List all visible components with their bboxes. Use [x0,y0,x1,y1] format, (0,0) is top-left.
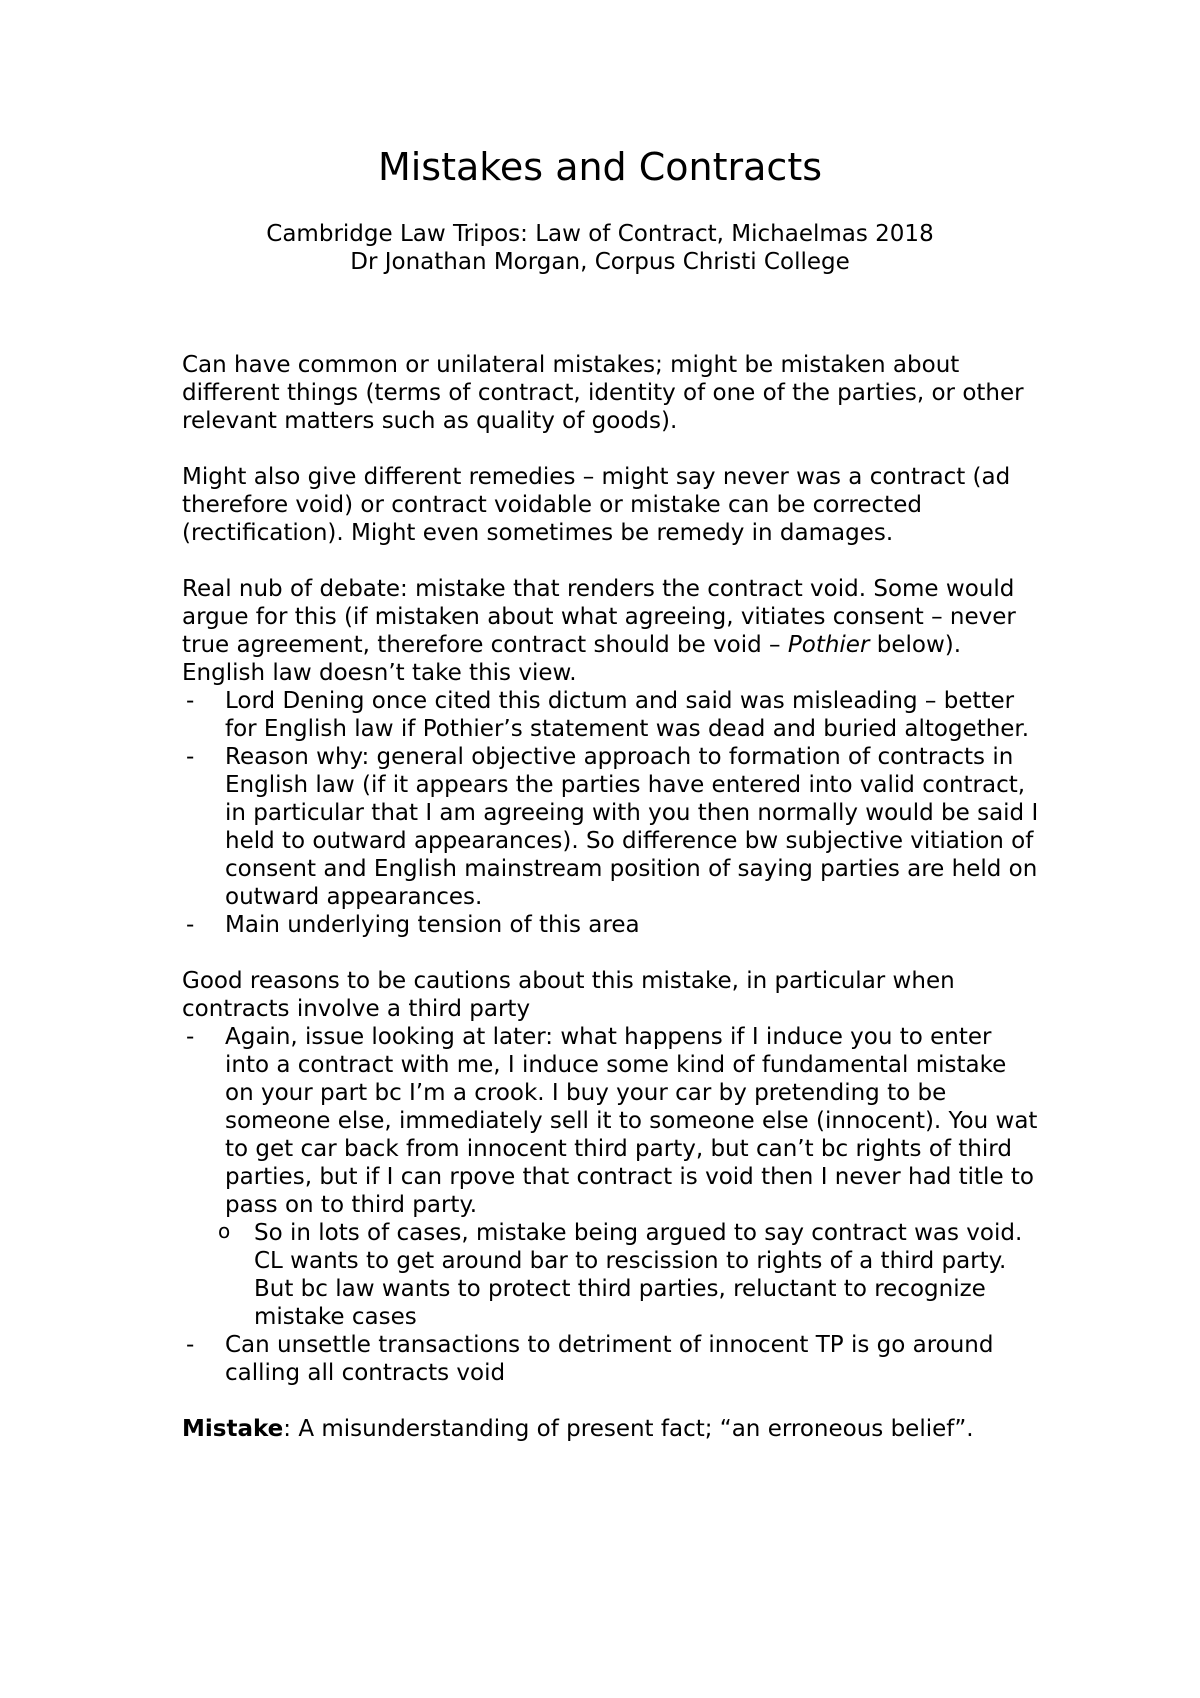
circle-bullet-icon: o [218,1219,231,1243]
list-item-text: Can unsettle transactions to detriment of innocent TP is go around calling all contracts void [225,1332,994,1386]
list-item-text: Reason why: general objective approach to formation of contracts in English law (if it appears the parties have entered into valid contract, in particular that I am agreeing with you then normally would be said I held to outward appearances). So difference bw subjective vitiation of consent and English mainstream position of saying parties are held on outward appearances. [225,744,1039,910]
list-item-text: Lord Dening once cited this dictum and said was misleading – better for English law if Pothier’s statement was dead and buried altogether. [225,688,1030,742]
dash-bullet-icon: - [186,688,195,714]
nested-list-item [182,1219,1042,1331]
nested-list-item-text: So in lots of cases, mistake being argued to say contract was void. CL wants to get around bar to rescission to rights of a third party. But bc law wants to protect third parties, reluctant to recognize mistake cases [254,1220,1023,1330]
third-party-bullet-list [182,1023,1042,1387]
dash-bullet-icon: - [186,744,195,770]
definition-mistake [182,1415,1042,1443]
document-title: Mistakes and Contracts [377,145,823,189]
list-item [182,743,1042,911]
subtitle-course: Cambridge Law Tripos: Law of Contract, Michaelmas 2018 [266,221,934,247]
dash-bullet-icon: - [186,1332,195,1358]
list-item [182,1023,1042,1331]
paragraph-remedies: Might also give different remedies – might say never was a contract (ad therefore void) or contract voidable or mistake can be corrected (rectification). Might even sometimes be remedy in damages. [182,464,1011,546]
list-item-text: Again, issue looking at later: what happens if I induce you to enter into a contract with me, I induce some kind of fundamental mistake on your part bc I’m a crook. I buy your car by pretending to be someone else, immediately sell it to someone else (innocent). You wat to get car back from innocent third party, but can’t bc rights of third parties, but if I can rpove that contract is void then I never had title to pass on to third party. [225,1024,1038,1218]
list-item [182,911,1042,939]
document-body [182,351,1042,1443]
paragraph-third-party: Good reasons to be cautions about this mistake, in particular when contracts involve a third party [182,968,955,1022]
list-item-text: Main underlying tension of this area [225,912,640,938]
definition-term: Mistake [182,1416,284,1442]
debate-text-2: below). English law doesn’t take this view. [182,632,962,686]
dash-bullet-icon: - [186,912,195,938]
list-item [182,1331,1042,1387]
debate-pothier: Pothier [787,632,870,658]
definition-text: : A misunderstanding of present fact; “an erroneous belief”. [283,1416,974,1442]
subtitle-author: Dr Jonathan Morgan, Corpus Christi College [350,249,850,275]
paragraph-intro: Can have common or unilateral mistakes; might be mistaken about different things (terms of contract, identity of one of the parties, or other relevant matters such as quality of goods). [182,352,1024,434]
dash-bullet-icon: - [186,1024,195,1050]
nested-bullet-list [182,1219,1042,1331]
paragraph-debate [182,575,1042,687]
debate-text-1: Real nub of debate: mistake that renders the contract void. Some would argue for this (if mistaken about what agreeing, vitiates consent – never true agreement, therefore contract should be void – [182,576,1016,658]
list-item [182,687,1042,743]
debate-bullet-list [182,687,1042,939]
